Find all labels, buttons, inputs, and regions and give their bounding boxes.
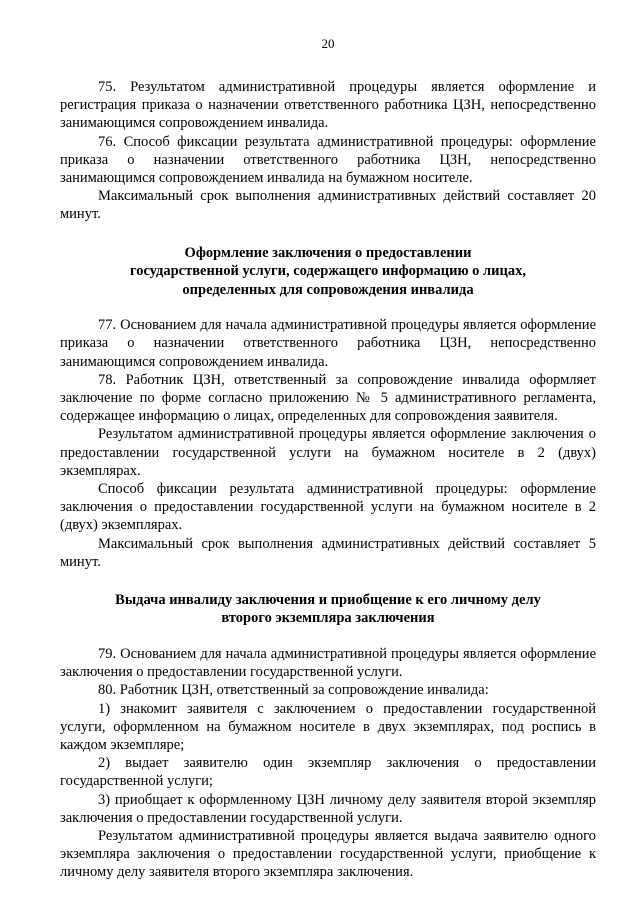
paragraph-77: 77. Основанием для начала административной процедуры является оформление приказа о назначении ответственного работника ЦЗН, непосредственно занимающимся сопровождением инвалида. [60,317,596,370]
heading-line: определенных для сопровождения инвалида [182,281,474,298]
paragraph-78: 78. Работник ЦЗН, ответственный за сопровождение инвалида оформляет заключение по форме согласно приложению № 5 административного регламента, содержащее информацию о лицах, определенных для сопровождения заявителя. [60,371,596,425]
paragraph-result-issuance: Результатом административной процедуры является выдача заявителю одного экземпляра заключения о предоставлении государственной услуги, приобщение к личному делу заявителя второго экземпляра заключения. [60,828,596,881]
paragraph-max-time-5: Максимальный срок выполнения административных действий составляет 5 минут. [60,535,596,570]
heading-line: Выдача инвалиду заключения и приобщение к его личному делу [115,591,541,608]
section-conclusion-issuance [60,591,596,882]
document-page [60,36,596,882]
paragraph-76: 76. Способ фиксации результата административной процедуры: оформление приказа о назначении ответственного работника ЦЗН, непосредственно занимающимся сопровождением инвалида на бумажном носителе. [60,133,596,187]
section-heading [60,591,596,628]
list-item-2: 2) выдает заявителю один экземпляр заключения о предоставлении государственной услуги; [60,755,596,790]
list-item-1: 1) знакомит заявителя с заключением о предоставлении государственной услуги, оформленном на бумажном носителе в двух экземплярах, под роспись в каждом экземпляре; [60,700,596,753]
list-item-3: 3) приобщает к оформленному ЦЗН личному делу заявителя второй экземпляр заключения о предоставлении государственной услуги. [60,791,596,826]
paragraph-80: 80. Работник ЦЗН, ответственный за сопровождение инвалида: [98,682,489,699]
paragraph-fixation: Способ фиксации результата административной процедуры: оформление заключения о предоставлении государственной услуги на бумажном носителе в 2 (двух) экземплярах. [60,480,596,534]
heading-line: второго экземпляра заключения [221,610,435,627]
paragraph-max-time-20: Максимальный срок выполнения административных действий составляет 20 минут. [60,188,596,223]
paragraph-result: Результатом административной процедуры является оформление заключения о предоставлении государственной услуги на бумажном носителе в 2 (двух) экземплярах. [60,426,596,479]
page-number: 20 [321,36,335,51]
heading-line: Оформление заключения о предоставлении [184,244,472,261]
paragraph-79: 79. Основанием для начала административной процедуры является оформление заключения о предоставлении государственной услуги. [60,645,596,681]
section-procedure-results [60,78,596,224]
paragraph-75: 75. Результатом административной процедуры является оформление и регистрация приказа о назначении ответственного работника ЦЗН, непосредственно занимающимся сопровождением инвалида. [60,79,596,132]
section-conclusion-registration [60,244,596,571]
section-heading [60,244,596,300]
heading-line: государственной услуги, содержащего информацию о лицах, [129,263,527,280]
